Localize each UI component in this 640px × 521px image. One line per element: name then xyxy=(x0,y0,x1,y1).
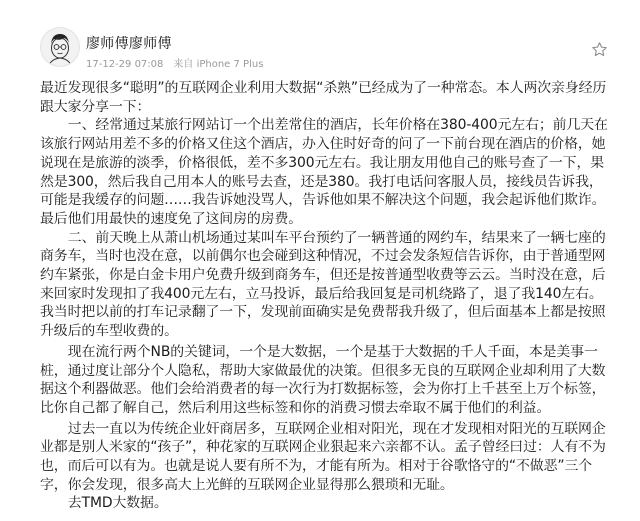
avatar[interactable] xyxy=(40,27,80,67)
post-paragraph-reflection: 过去一直以为传统企业奸商居多，互联网企业相对阳光，现在才发现相对阳光的互联网企业都是别人米家的“孩子”，种花家的互联网企业狠起来六亲都不认。孟子曾经曰过：人有不为也，而后可以有为。也就是说人要有所不为，才能有所为。相对于谷歌恪守的“不做恶”三个字，你会发现，很多高大上光鲜的互联网企业显得那么猥琐和无耻。 xyxy=(40,420,606,493)
avatar-sketch-icon xyxy=(41,28,79,66)
post-source: 来自 iPhone 7 Plus xyxy=(173,59,264,70)
post-paragraph-ride: 二、前天晚上从萧山机场通过某叫车平台预约了一辆普通的网约车，结果来了一辆七座的商务车，当时也没在意，以前偶尔也会碰到这种情况，不过会发条短信告诉你，由于普通型网约车紧张，你是白金卡用户免费升级到商务车，但还是按普通型收费等云云。当时没在意，后来回家时发现扣了我400元左右，立马投诉，最后给我回复是司机绕路了，退了我140左右。我当时把以前的打车记录翻了一下，发现前面确实是免费帮我升级了，但后面基本上都是按照升级后的车型收费的。 xyxy=(40,229,606,340)
author-name[interactable]: 廖师傅廖师傅 xyxy=(86,36,172,52)
star-icon xyxy=(591,41,608,58)
post-paragraph-big-data: 现在流行两个NB的关键词，一个是大数据，一个是基于大数据的千人千面，本是美事一桩，通过度让部分个人隐私，帮助大家做最优的决策。但很多无良的互联网企业却利用了大数据这个利器做恶。他们会给消费者的每一次行为打数据标签，会为你打上千甚至上万个标签，比你自己都了解自己，然后利用这些标签和你的消费习惯去牵取不属于他们的利益。 xyxy=(40,343,606,416)
post-paragraph-hotel: 一、经常通过某旅行网站订一个出差常住的酒店，长年价格在380-400元左右；前几天在该旅行网站用差不多的价格又住这个酒店，办入住时好奇的问了一下前台现在酒店的价格，她说现在是旅游的淡季，价格很低，差不多300元左右。我让朋友用他自己的账号查了一下，果然是300，然后我自己用本人的账号去查，还是380。我打电话问客服人员，接线员告诉我，可能是我缓存的问题……我告诉她没骂人，告诉他如果不解决这个问题，我会起诉他们欺诈。最后他们用最快的速度免了这间房的房费。 xyxy=(40,117,608,227)
post-paragraph-intro: 最近发现很多“聪明”的互联网企业利用大数据“杀熟”已经成为了一种常态。本人两次亲身经历跟大家分享一下： xyxy=(40,80,607,115)
post-header xyxy=(0,0,640,74)
post-meta xyxy=(86,55,273,70)
post-timestamp: 17-12-29 07:08 xyxy=(86,59,164,70)
post-paragraph-closing: 去TMD大数据。 xyxy=(67,495,168,512)
favorite-button[interactable] xyxy=(586,36,612,62)
post-body xyxy=(40,79,615,513)
